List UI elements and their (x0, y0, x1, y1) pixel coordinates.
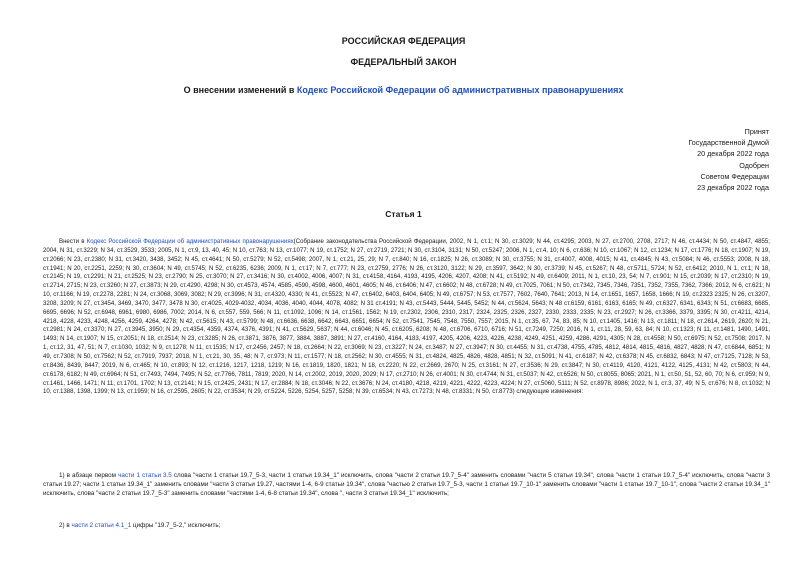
intro-prefix: Внести в (59, 238, 87, 245)
duma-date: 20 декабря 2022 года (697, 149, 769, 159)
code-link[interactable]: Кодекс Российской Федерации об административных правонарушениях (296, 85, 624, 95)
council-date: 23 декабря 2022 года (697, 183, 769, 193)
amendment-item-1 (43, 472, 770, 499)
approved-label: Одобрен (739, 160, 769, 170)
acceptance-block (609, 126, 769, 193)
law-title (0, 85, 807, 95)
amendment-item-2 (43, 522, 770, 531)
item2-prefix: 2) в (59, 522, 72, 529)
item1-body: слова "части 1 статьи 19.7_5-3, части 1 статьи 19.34_1" исключить, слова "части 2 статьи 19.7_5-4" заменить словами "части 5 статьи 19.34", слова "части 1 статьи 19.7_5-4" исключить, слова "части 3 статьи 19.27; части 1 статьи 19.34_1" заменить словами "части 3 статьи 19.27, частями 1-4, 6-9 статьи 19.34", слова "частью 2 статьи 19.7_5-3, части 1 статьи 19.7_10-1" заменить словами "части 1 статьи 19.7_10-1", слова "части 2 статьи 19.34_1" исключить, слова "части 2 статьи 19.7_5-3" заменить словами "частями 1-4, 6-8 статьи 19.34", слова ", части 3 статьи 19.34_1" исключить; (43, 472, 770, 497)
item2-link[interactable]: части 2 статьи 4.1_1 (71, 522, 132, 529)
state-duma-label: Государственной Думой (688, 138, 769, 148)
item1-link[interactable]: части 1 статьи 3.5 (118, 472, 172, 479)
item1-prefix: 1) в абзаце первом (59, 472, 119, 479)
article-intro-paragraph (43, 238, 770, 397)
law-title-prefix: О внесении изменений в (183, 85, 297, 95)
intro-code-link[interactable]: Кодекс Российской Федерации об административных правонарушениях (86, 238, 294, 245)
country-heading: РОССИЙСКАЯ ФЕДЕРАЦИЯ (341, 36, 466, 46)
article-heading: Статья 1 (385, 209, 422, 219)
federation-council-label: Советом Федерации (700, 171, 769, 181)
item2-body: цифры "19.7_5-2," исключить; (131, 522, 221, 529)
intro-body: (Собрание законодательства Российской Федерации, 2002, N 1, ст.1; N 30, ст.3029; N 44, ст.4295; 2003, N 27, ст.2700, 2708, 2717; N 46, ст.4434; N 50, ст.4847, 4855; 2004, N 31, ст.3229; N 34, ст.3529, 3533; 2005, N 1, ст.9, 13, 40, 45; N 10, ст.763; N 13, ст.1077; N 19, ст.1752; N 27, ст.2719, 2721; N 30, ст.3104, 3131; N 50, ст.5247; 2006, N 1, ст.4, 10; N 6, ст.636; N 10, ст.1067; N 12, ст.1234; N 17, ст.1776; N 18, ст.1907; N 19, ст.2066; N 23, ст.2380; N 31, ст.3420, 3438, 3452; N 45, ст.4641; N 50, ст.5279; N 52, ст.5498; 2007, N 1, ст.21, 25, 29; N 7, ст.840; N 16, ст.1825; N 26, ст.3089; N 30, ст.3755; N 31, ст.4007, 4008, 4015; N 41, ст.4845; N 43, ст.5084; N 46, ст.5553; 2008, N 18, ст.1941; N 20, ст.2251, 2259; N 30, ст.3604; N 49, ст.5745; N 52, ст.6235, 6236; 2009, N 1, ст.17; N 7, ст.777; N 23, ст.2759, 2776; N 26, ст.3120, 3122; N 29, ст.3597, 3642; N 30, ст.3739; N 45, ст.5267; N 48, ст.5711, 5724; N 52, ст.6412; 2010, N 1, ст.1; N 18, ст.2145; N 19, ст.2291; N 21, ст.2525; N 23, ст.2790; N 25, ст.3070; N 27, ст.3416; N 30, ст.4002, 4006, 4007; N 31, ст.4158, 4164, 4193, 4195, 4206, 4207, 4208; N 41, ст.5192; N 49, ст.6409; 2011, N 1, ст.10, 23, 54; N 7, ст.901; N 15, ст.2039; N 17, ст.2310; N 19, ст.2714, 2715; N 23, ст.3260; N 27, ст.3873; N 29, ст.4290, 4298; N 30, ст.4573, 4574, 4585, 4590, 4598, 4600, 4601, 4605; N 46, ст.6406; N 47, ст.6602; N 48, ст.6728; N 49, ст.7025, 7061; N 50, ст.7342, 7345, 7346, 7351, 7352, 7355, 7362, 7366; 2012, N 6, ст.621; N 10, ст.1166; N 19, ст.2278, 2281; N 24, ст.3068, 3069, 3082; N 29, ст.3996; N 31, ст.4320, 4330; N 41, ст.5523; N 47, ст.6402, 6403, 6404, 6405; N 49, ст.6757; N 53, ст.7577, 7602, 7640, 7641; 2013, N 14, ст.1651, 1657, 1658, 1666; N 19, ст.2323 2325; N 26, ст.3207, 3208, 3209; N 27, ст.3454, 3469, 3470, 3477, 3478 N 30, ст.4025, 4029-4032, 4034, 4036, 4040, 4044, 4078, 4082; N 31 ст.4191; N 43, ст.5443, 5444, 5445, 5452; N 44, ст.5624, 5643; N 48 ст.6159, 6161, 6163, 6165; N 49, ст.6327, 6341, 6343; N 51, ст.6683, 6685, 6695, 6696; N 52, ст.6948, 6961, 6980, 6986, 7002; 2014, N 6, ст.557, 559, 566; N 11, ст.1092, 1096; N 14, ст.1561, 1562; N 19, ст.2302, 2306, 2310, 2317, 2324, 2325, 2326, 2327, 2330, 2333, 2335; N 23, ст.2927; N 26, ст.3366, 3379, 3395; N 30, ст.4211, 4214, 4218, 4228, 4233, 4248, 4256, 4259, 4264, 4278; N 42, ст.5615; N 43, ст.5799; N 48, ст.6636, 6638, 6642, 6643, 6651, 6654; N 52, ст.7541, 7545, 7548, 7550, 7557; 2015, N 1, ст.35, 67, 74, 83, 85; N 10, ст.1405, 1416; N 13, ст.1811; N 18, ст.2614, 2619, 2620; N 21, ст.2981; N 24, ст.3370; N 27, ст.3945, 3950; N 29, ст.4354, 4359, 4374, 4376, 4391; N 41, ст.5629, 5637; N 44, ст.6046; N 45, ст.6205, 6208; N 48, ст.6706, 6710, 6716; N 51, ст.7249, 7250; 2016, N 1, ст.11, 28, 59, 63, 84; N 10, ст.1323; N 11, ст.1481, 1490, 1491, 1493; N 14, ст.1907; N 15, ст.2051; N 18, ст.2514; N 23, ст.3285; N 26, ст.3871, 3876, 3877, 3884, 3887, 3891; N 27, ст.4160, 4164, 4183, 4197, 4205, 4206, 4223, 4226, 4238, 4249, 4251, 4259, 4286, 4291, 4305; N 28, ст.4558; N 50, ст.6975; N 52, ст.7508; 2017, N 1, ст.12, 31, 47, 51; N 7, ст.1030, 1032; N 9, ст.1278; N 11, ст.1535; N 17, ст.2456, 2457; N 18, ст.2664; N 22, ст.3069; N 23, ст.3227; N 24, ст.3487; N 27, ст.3947; N 30, ст.4455; N 31, ст.4738, 4755, 4785, 4812, 4814, 4815, 4816, 4827, 4828; N 47, ст.6844, 6851; N 49, ст.7308; N 50, ст.7562; N 52, ст.7919, 7937; 2018, N 1, ст.21, 30, 35, 48; N 7, ст.973; N 11, ст.1577; N 18, ст.2562; N 30, ст.4555; N 31, ст.4824, 4825, 4826, 4828, 4851; N 32, ст.5091; N 41, ст.6187; N 42, ст.6378; N 45, ст.6832, 6843; N 47, ст.7125, 7128; N 53, ст.8436, 8439, 8447; 2019, N 6, ст.465; N 10, ст.893; N 12, ст.1216, 1217, 1218, 1219; N 16, ст.1819, 1820, 1821; N 18, ст.2220; N 22, ст.2669, 2670; N 25, ст.3161; N 27, ст.3536; N 29, ст.3847; N 30, ст.4119, 4120, 4121, 4122, 4125, 4131; N 42, ст.5803; N 44, ст.6178, 6182; N 49, ст.6964; N 51, ст.7493, 7494, 7495; N 52, ст.7766, 7811, 7819; 2020, N 14, ст.2002, 2019, 2020, 2029; N 17, ст.2710; N 26, ст.4001; N 30, ст.4744; N 31, ст.5037; N 42, ст.6526; N 50, ст.8055, 8065; 2021, N 1, ст.50, 51, 52, 60, 70; N 6, ст.959; N 9, ст.1461, 1466, 1471; N 11, ст.1701, 1702; N 13, ст.2141; N 15, ст.2425, 2431; N 17, ст.2884; N 18, ст.3046; N 22, ст.3676; N 24, ст.4180, 4218, 4219, 4221, 4222, 4223, 4224; N 27, ст.5060, 5111; N 52, ст.8978, 8986; 2022, N 1, ст.3, 37, 49; N 5, ст.676; N 8, ст.1032; N 10, ст.1388, 1398, 1399; N 13, ст.1959; N 16, ст.2595, 2605; N 22, ст.3534; N 29, ст.5224, 5226, 5254, 5257, 5258; N 39, ст.6534; N 43, ст.7273; N 48, ст.8331; N 50, ст.8773) следующие изменения: (43, 238, 770, 396)
accepted-label: Принят (744, 127, 769, 136)
law-type-heading: ФЕДЕРАЛЬНЫЙ ЗАКОН (350, 57, 457, 67)
